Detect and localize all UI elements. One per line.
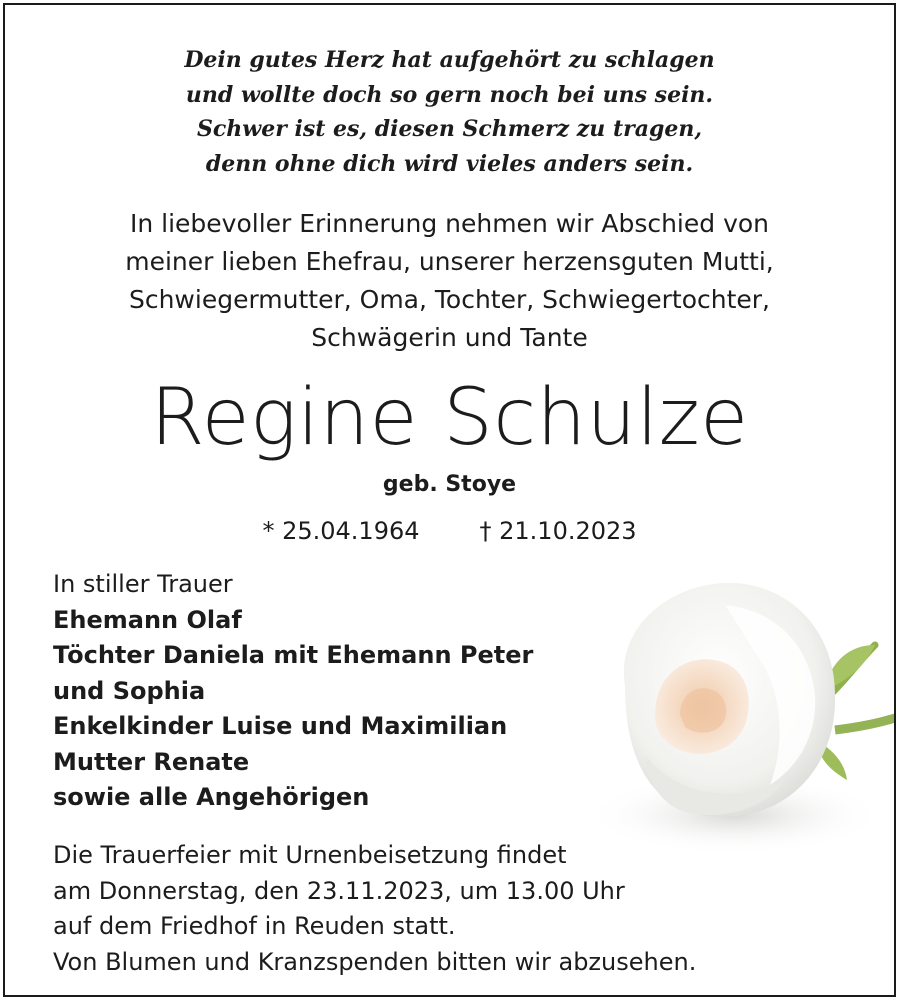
mourner-line: sowie alle Angehörigen — [53, 783, 370, 811]
mourners-heading: In stiller Trauer — [53, 570, 233, 598]
funeral-service-info — [53, 838, 883, 980]
poem-line: denn ohne dich wird vieles anders sein. — [205, 150, 694, 177]
mourner-line: Ehemann Olaf — [53, 605, 242, 634]
service-line: am Donnerstag, den 23.11.2023, um 13.00 Uhr — [53, 876, 625, 905]
mourners-list — [53, 567, 613, 816]
life-dates — [5, 513, 894, 549]
intro-line: meiner lieben Ehefrau, unserer herzensguten Mutti, — [125, 247, 774, 276]
service-line: Von Blumen und Kranzspenden bitten wir abzusehen. — [53, 947, 697, 976]
service-line: Die Trauerfeier mit Urnenbeisetzung findet — [53, 841, 567, 869]
memorial-poem — [5, 43, 894, 181]
poem-line: Dein gutes Herz hat aufgehört zu schlagen — [184, 47, 715, 73]
intro-line: Schwägerin und Tante — [311, 323, 588, 352]
poem-line: Schwer ist es, diesen Schmerz zu tragen, — [197, 116, 702, 142]
intro-line: In liebevoller Erinnerung nehmen wir Abschied von — [129, 209, 770, 238]
mourner-line: Mutter Renate — [53, 747, 250, 776]
service-line: auf dem Friedhof in Reuden statt. — [53, 912, 456, 940]
birth-date: * 25.04.1964 — [262, 517, 420, 545]
farewell-intro — [5, 205, 894, 357]
death-date: † 21.10.2023 — [479, 517, 637, 545]
mourner-line: Töchter Daniela mit Ehemann Peter — [53, 641, 534, 669]
obituary-notice — [3, 3, 896, 997]
poem-line: und wollte doch so gern noch bei uns sein. — [185, 81, 714, 108]
mourner-line: Enkelkinder Luise und Maximilian — [53, 712, 508, 740]
white-rose-image — [585, 565, 896, 855]
intro-line: Schwiegermutter, Oma, Tochter, Schwiegertochter, — [128, 285, 771, 314]
deceased-name: Regine Schulze — [150, 373, 749, 463]
mourner-line: und Sophia — [53, 676, 206, 705]
maiden-name: geb. Stoye — [382, 472, 517, 497]
